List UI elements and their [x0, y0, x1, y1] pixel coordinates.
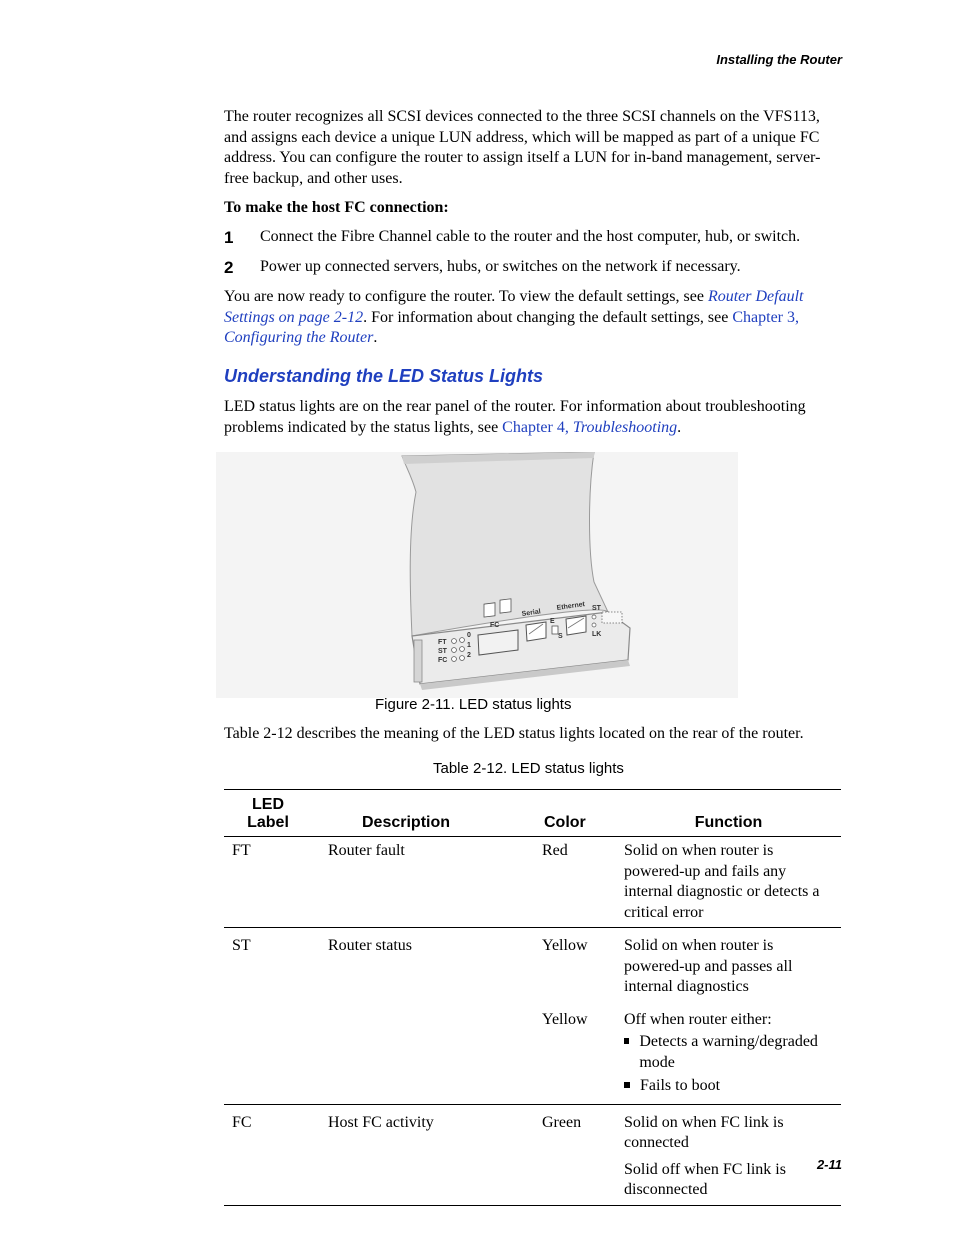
cell-description: Router fault — [312, 837, 534, 928]
chapter-4-link[interactable] — [502, 419, 677, 436]
header-led-label-line1: LED — [252, 796, 284, 813]
procedure-title: To make the host FC connection: — [224, 199, 449, 216]
s-label: S — [558, 633, 563, 640]
header-color: Color — [544, 814, 586, 831]
cell-label: ST — [232, 937, 251, 954]
running-header: Installing the Router — [716, 52, 842, 67]
step-text: Connect the Fibre Channel cable to the router and the host computer, hub, or switch. — [260, 228, 801, 245]
cell-color: Yellow — [542, 937, 588, 954]
step-text: Power up connected servers, hubs, or switches on the network if necessary. — [260, 258, 741, 275]
ready-text-mid: . For information about changing the default settings, see — [363, 308, 733, 326]
st-port-label: ST — [592, 605, 601, 612]
table-row — [224, 928, 841, 1002]
procedure-step-1 — [224, 228, 800, 248]
header-description: Description — [362, 814, 451, 831]
led-paragraph — [224, 397, 844, 438]
table-header-row — [224, 790, 841, 837]
led-status-table — [224, 789, 841, 1206]
cell-label: FC — [224, 1104, 312, 1205]
fc-led-1 — [460, 656, 465, 661]
lk-label: LK — [592, 631, 602, 638]
chapter-4-link-number: Chapter 4, — [502, 418, 573, 436]
led-text-pre: LED status lights are on the rear panel of the router. For information about troubleshooting problems indicated by the status lights, see — [224, 398, 806, 436]
table-row — [224, 1104, 841, 1205]
header-led-label-line2: Label — [247, 814, 289, 831]
step-number: 2 — [224, 258, 234, 277]
st-led-0 — [452, 648, 457, 653]
bullet-text: Detects a warning/degraded mode — [639, 1033, 818, 1071]
led-number-0: 0 — [467, 632, 471, 639]
ethernet-lk-led — [592, 623, 596, 627]
st-label: ST — [438, 648, 447, 655]
led-number-2: 2 — [467, 652, 471, 659]
serial-port — [526, 622, 546, 641]
chapter-4-link-title: Troubleshooting — [572, 418, 678, 436]
cell-description — [312, 1002, 534, 1105]
serial-led — [552, 626, 558, 634]
function-text: Solid on when FC link is connected — [624, 1113, 784, 1151]
led-number-1: 1 — [467, 642, 471, 649]
ft-led-0 — [452, 639, 457, 644]
table-row — [224, 837, 841, 928]
ready-text-pre: You are now ready to configure the router. To view the default settings, see — [224, 288, 708, 305]
router-rear-panel-illustration — [216, 452, 738, 698]
page-number: 2-11 — [816, 1157, 842, 1172]
led-text-post: . — [677, 418, 682, 436]
fc-led-0 — [452, 657, 457, 662]
list-item — [624, 1076, 833, 1097]
ethernet-st-led — [592, 615, 596, 619]
function-text: Off when router either: — [624, 1010, 772, 1028]
bullet-text: Fails to boot — [640, 1077, 721, 1094]
cell-label: FT — [224, 837, 312, 928]
ft-label: FT — [438, 639, 447, 646]
square-bullet-icon — [624, 1038, 629, 1044]
intro-paragraph: The router recognizes all SCSI devices connected to the three SCSI channels on the VFS113, and assigns each device a unique LUN address, which will be mapped as part of a unique FC address. You can configure the router to assign itself a LUN for in-band management, server-free backup, and other uses. — [224, 108, 821, 187]
procedure-step-2 — [224, 258, 741, 278]
list-item — [624, 1032, 833, 1073]
table-intro-paragraph: Table 2-12 describes the meaning of the LED status lights located on the rear of the router. — [224, 725, 804, 742]
fc-port-label: FC — [490, 622, 500, 629]
header-led-label — [224, 790, 312, 837]
cell-function — [616, 1002, 841, 1105]
serial-label: Serial — [521, 608, 542, 618]
step-number: 1 — [224, 228, 234, 247]
cell-function — [616, 1104, 841, 1205]
dotted-connector — [602, 612, 622, 623]
ethernet-label: Ethernet — [556, 601, 586, 612]
chapter-3-link-title: Configuring the Router — [224, 329, 374, 346]
bullet-list — [624, 1032, 833, 1097]
figure-caption: Figure 2-11. LED status lights — [375, 696, 572, 713]
cell-description: Router status — [328, 937, 412, 954]
e-label: E — [550, 618, 555, 625]
fc-label: FC — [438, 657, 448, 664]
router-rear-panel-figure — [216, 452, 738, 698]
ready-text-post: . — [373, 329, 378, 346]
cell-color: Red — [534, 837, 616, 928]
ft-led-1 — [460, 638, 465, 643]
cell-description: Host FC activity — [312, 1104, 534, 1205]
cell-function: Solid on when router is powered-up and passes all internal diagnostics — [624, 937, 793, 995]
ethernet-port — [566, 616, 586, 635]
table-caption: Table 2-12. LED status lights — [433, 760, 624, 777]
cell-label — [224, 1002, 312, 1105]
header-function: Function — [694, 814, 763, 831]
ready-paragraph — [224, 287, 844, 349]
st-led-1 — [460, 647, 465, 652]
cell-function: Solid on when router is powered-up and fails any internal diagnostic or detects a critical error — [616, 837, 841, 928]
square-bullet-icon — [624, 1082, 630, 1088]
router-default-settings-link[interactable]: Router Default Settings on page 2-12 — [224, 288, 804, 326]
cell-color: Yellow — [534, 1002, 616, 1105]
section-heading: Understanding the LED Status Lights — [224, 366, 544, 386]
cell-color: Green — [534, 1104, 616, 1205]
chapter-3-link-number: Chapter 3, — [732, 308, 799, 326]
table-row — [224, 1002, 841, 1105]
function-text-2: Solid off when FC link is disconnected — [624, 1160, 786, 1198]
